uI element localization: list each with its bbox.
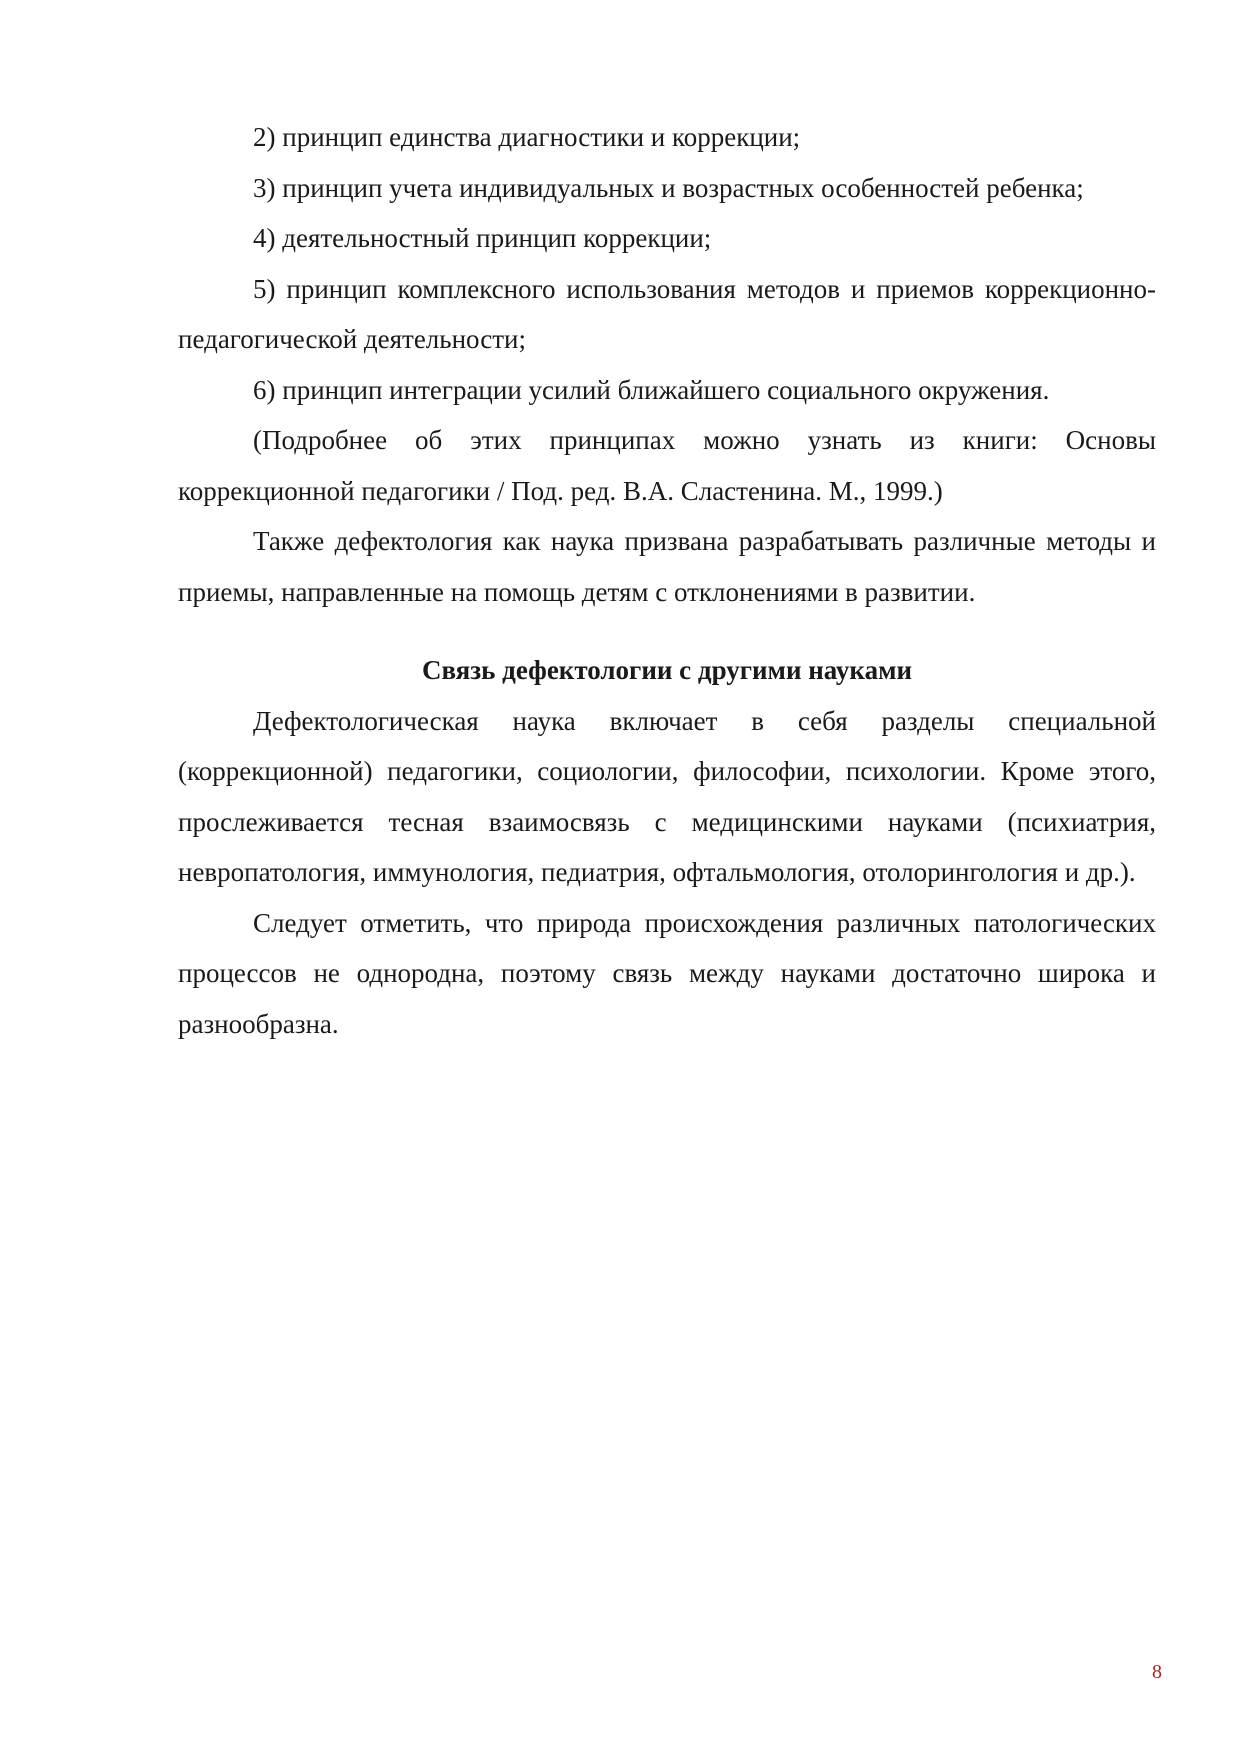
- body-paragraph: Дефектологическая наука включает в себя разделы специальной (коррекционной) педагогики, социологии, философии, психологии. Кроме этого, прослеживается тесная взаимосвязь с медицинскими науками (психиатрия, невропатология, иммунология, педиатрия, офтальмология, отолорингология и др.).: [178, 705, 1156, 887]
- list-item-principle-2: 2) принцип единства диагностики и коррекции;: [253, 122, 801, 152]
- list-item-principle-4: 4) деятельностный принцип коррекции;: [253, 223, 712, 253]
- body-paragraph: Следует отметить, что природа происхождения различных патологических процессов не однородна, поэтому связь между науками достаточно широка и разнообразна.: [178, 907, 1156, 1039]
- list-item-principle-3: 3) принцип учета индивидуальных и возрастных особенностей ребенка;: [253, 172, 1084, 203]
- list-item-principle-5: 5) принцип комплексного использования методов и приемов коррекционно-педагогической деятельности;: [178, 273, 1156, 354]
- page-number: 8: [1152, 1661, 1162, 1683]
- page-content: [178, 112, 1156, 1049]
- reference-paragraph: (Подробнее об этих принципах можно узнать из книги: Основы коррекционной педагогики / Под. ред. В.А. Сластенина. М., 1999.): [178, 425, 1156, 506]
- list-item-principle-6: 6) принцип интеграции усилий ближайшего социального окружения.: [253, 374, 1050, 405]
- body-paragraph: Также дефектология как наука призвана разрабатывать различные методы и приемы, направленные на помощь детям с отклонениями в развитии.: [178, 526, 1156, 607]
- section-heading: Связь дефектологии с другими науками: [421, 655, 913, 685]
